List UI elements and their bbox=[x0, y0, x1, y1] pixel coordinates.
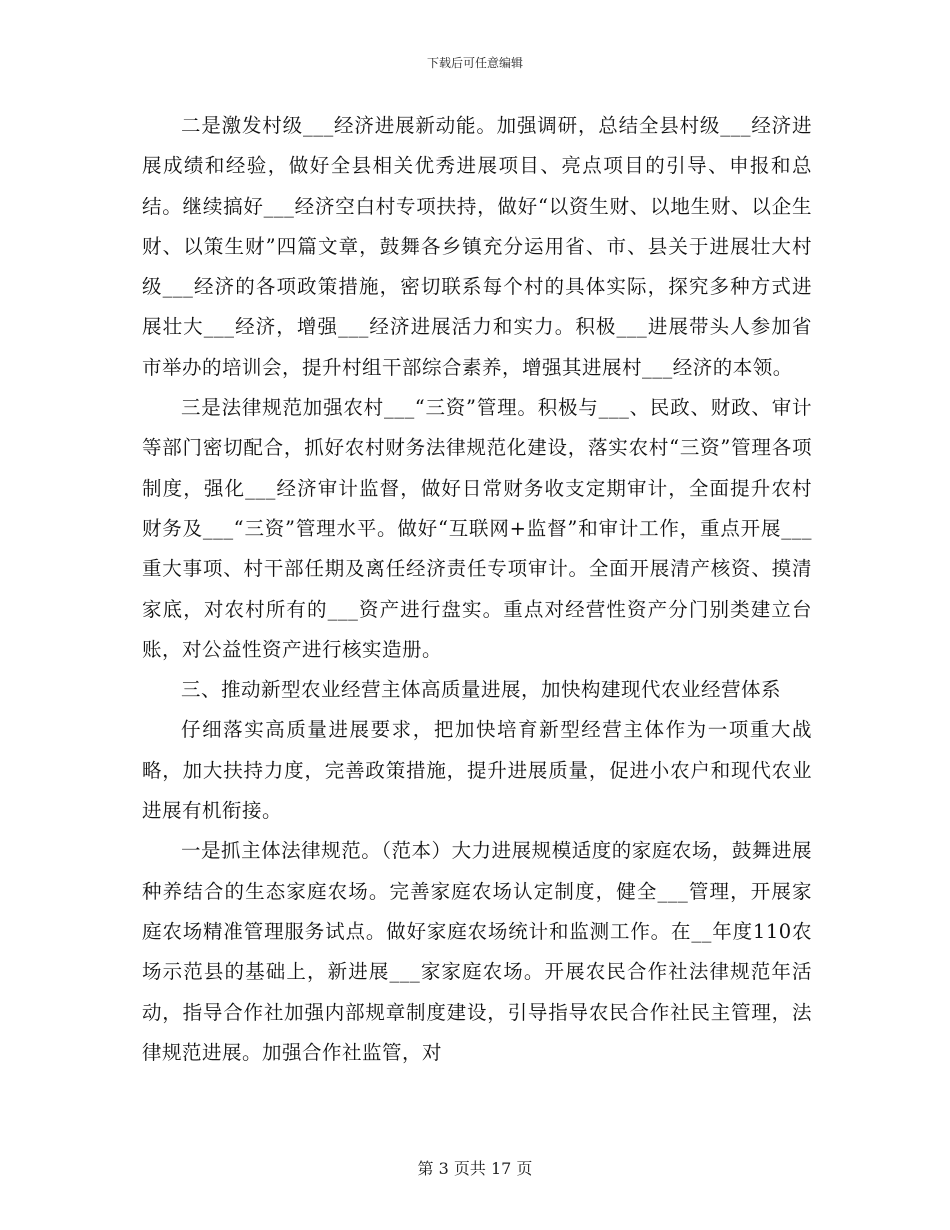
page-footer: 第 3 页共 17 页 bbox=[417, 1159, 533, 1178]
paragraph-entity-regulation: 一是抓主体法律规范。（范本）大力进展规模适度的家庭农场，鼓舞进展种养结合的生态家庭农场。完善家庭农场认定制度，健全___管理，开展家庭农场精准管理服务试点。做好家庭农场统计和监测工作。在__年度110农场示范县的基础上，新进展___家家庭农场。开展农民合作社法律规范年活动，指导合作社加强内部规章制度建设，引导指导农民合作社民主管理，法律规范进展。加强合作社监管，对 bbox=[142, 839, 812, 1064]
document-body bbox=[142, 106, 812, 1073]
paragraph-three-assets-management: 三是法律规范加强农村___“三资”管理。积极与___、民政、财政、审计等部门密切配合，抓好农村财务法律规范化建设，落实农村“三资”管理各项制度，强化___经济审计监督，做好日常财务收支定期审计，全面提升农村财务及___“三资”管理水平。做好“互联网+监督”和审计工作，重点开展___重大事项、村干部任期及离任经济责任专项审计。全面开展清产核资、摸清家底，对农村所有的___资产进行盘实。重点对经营性资产分门别类建立台账，对公益性资产进行核实造册。 bbox=[142, 396, 812, 661]
section-heading-new-agricultural-entities: 三、推动新型农业经营主体高质量进展，加快构建现代农业经营体系 bbox=[181, 678, 782, 702]
paragraph-high-quality-development: 仔细落实高质量进展要求，把加快培育新型经营主体作为一项重大战略，加大扶持力度，完善政策措施，提升进展质量，促进小农户和现代农业进展有机衔接。 bbox=[142, 718, 812, 823]
paragraph-activate-village-economy: 二是激发村级___经济进展新动能。加强调研，总结全县村级___经济进展成绩和经验，做好全县相关优秀进展项目、亮点项目的引导、申报和总结。继续搞好___经济空白村专项扶持，做好“以资生财、以地生财、以企生财、以策生财”四篇文章，鼓舞各乡镇充分运用省、市、县关于进展壮大村级___经济的各项政策措施，密切联系每个村的具体实际，探究多种方式进展壮大___经济，增强___经济进展活力和实力。积极___进展带头人参加省市举办的培训会，提升村组干部综合素养，增强其进展村___经济的本领。 bbox=[142, 114, 812, 379]
page-header: 下载后可任意编辑 bbox=[426, 56, 523, 70]
